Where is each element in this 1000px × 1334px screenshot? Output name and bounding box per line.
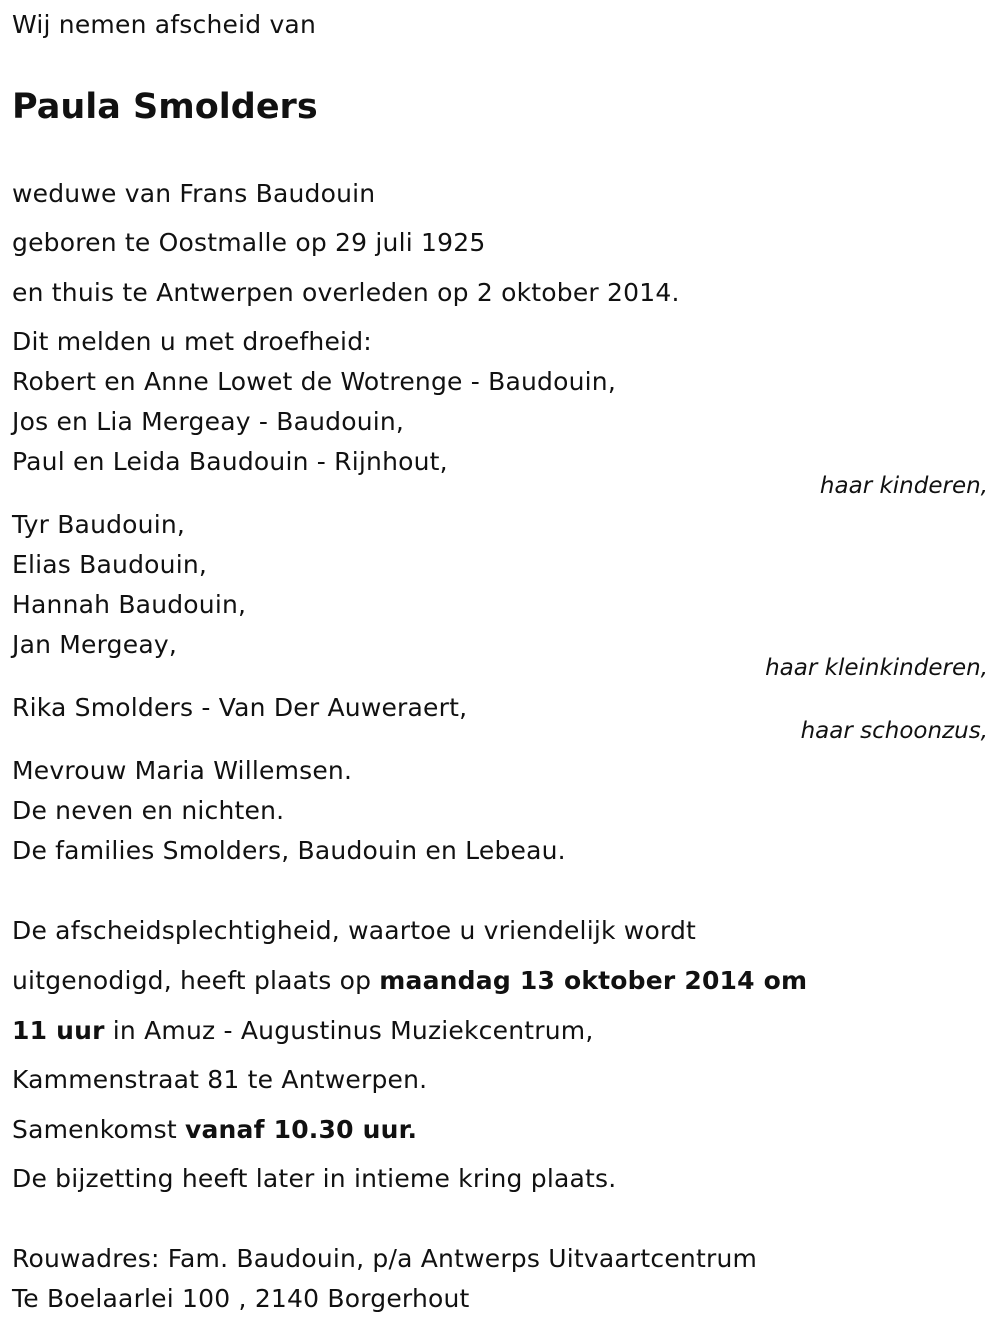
children-label: haar kinderen, <box>819 473 988 499</box>
grandchild-line: Jan Mergeay, <box>12 630 177 659</box>
grandchild-line: Elias Baudouin, <box>12 550 208 579</box>
deceased-name: Paula Smolders <box>12 87 318 127</box>
ceremony-line-2-text: uitgenodigd, heeft plaats op <box>12 966 380 995</box>
sister-in-law-label: haar schoonzus, <box>800 718 988 744</box>
widow-of-text: weduwe van Frans Baudouin <box>12 179 376 208</box>
gathering-text: Samenkomst <box>12 1115 185 1144</box>
mourning-address-line-1: Rouwadres: Fam. Baudouin, p/a Antwerps Uitvaartcentrum <box>12 1244 758 1273</box>
ceremony-time: 11 uur <box>12 1016 105 1045</box>
child-line: Paul en Leida Baudouin - Rijnhout, <box>12 447 448 476</box>
child-line: Robert en Anne Lowet de Wotrenge - Baudouin, <box>12 367 617 396</box>
gathering-time: vanaf 10.30 uur. <box>184 1115 418 1144</box>
other-mourner-line: Mevrouw Maria Willemsen. <box>12 756 353 785</box>
ceremony-date: maandag 13 oktober 2014 om <box>379 966 808 995</box>
death-text: en thuis te Antwerpen overleden op 2 oktober 2014. <box>12 278 680 307</box>
ceremony-line-3 <box>12 1016 593 1046</box>
other-mourner-line: De families Smolders, Baudouin en Lebeau. <box>12 836 566 865</box>
ceremony-line-1: De afscheidsplechtigheid, waartoe u vriendelijk wordt <box>12 916 697 945</box>
grandchildren-label: haar kleinkinderen, <box>765 655 988 681</box>
other-mourner-line: De neven en nichten. <box>12 796 285 825</box>
mourning-address-line-2: Te Boelaarlei 100 , 2140 Borgerhout <box>12 1284 470 1313</box>
ceremony-address: Kammenstraat 81 te Antwerpen. <box>12 1065 428 1094</box>
gathering-line <box>12 1115 417 1145</box>
child-line: Jos en Lia Mergeay - Baudouin, <box>12 407 405 436</box>
sister-in-law-line: Rika Smolders - Van Der Auweraert, <box>12 693 468 722</box>
ceremony-line-2 <box>12 966 807 996</box>
intro-text: Wij nemen afscheid van <box>12 10 316 39</box>
birth-text: geboren te Oostmalle op 29 juli 1925 <box>12 228 486 257</box>
announce-text: Dit melden u met droefheid: <box>12 327 372 356</box>
grandchild-line: Tyr Baudouin, <box>12 510 186 539</box>
ceremony-venue: in Amuz - Augustinus Muziekcentrum, <box>104 1016 594 1045</box>
grandchild-line: Hannah Baudouin, <box>12 590 247 619</box>
burial-line: De bijzetting heeft later in intieme kring plaats. <box>12 1164 617 1193</box>
